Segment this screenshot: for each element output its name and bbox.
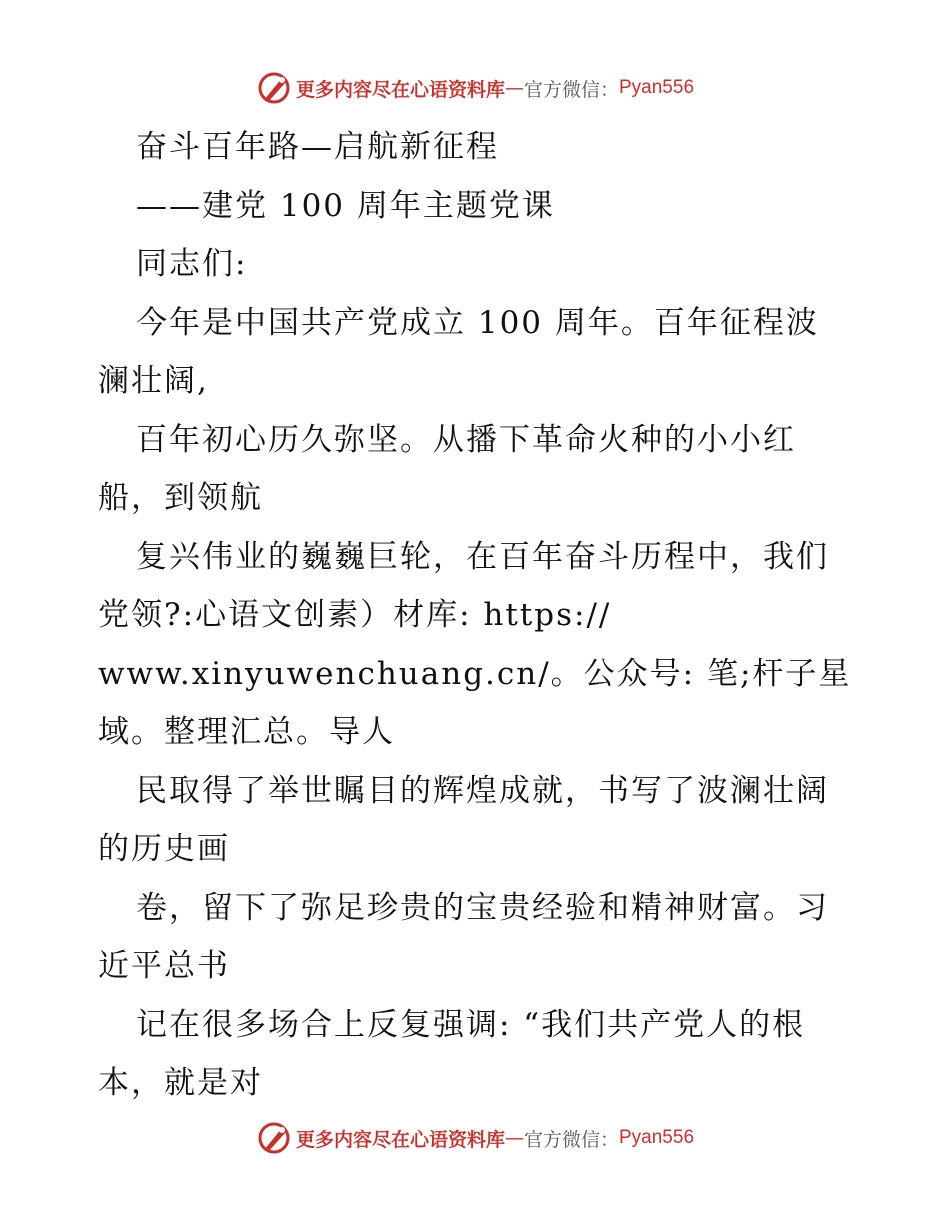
text-line: 的历史画 bbox=[98, 831, 230, 867]
pen-logo-icon bbox=[256, 1120, 292, 1156]
banner-dash: — bbox=[504, 77, 524, 99]
banner-wechat-label: 官方微信： bbox=[523, 78, 619, 101]
document-body bbox=[98, 118, 858, 1113]
text-line: 记在很多场合上反复强调: “我们共产党人的根 bbox=[136, 1006, 806, 1043]
text-line: 船，到领航 bbox=[98, 480, 263, 516]
header-banner bbox=[0, 70, 950, 106]
text-line: 域。整理汇总。导人 bbox=[98, 714, 395, 750]
banner-wechat-id: Pyan556 bbox=[619, 1127, 695, 1148]
text-line: 民取得了举世瞩目的辉煌成就，书写了波澜壮阔 bbox=[136, 772, 829, 809]
banner-wechat-id: Pyan556 bbox=[619, 77, 695, 98]
text-line: 今年是中国共产党成立 100 周年。百年征程波 bbox=[136, 304, 819, 341]
banner-dash: — bbox=[504, 1127, 524, 1149]
text-line: 党领?:心语文创素）材库: https:// bbox=[98, 597, 612, 633]
text-line: ——建党 100 周年主题党课 bbox=[136, 187, 555, 224]
text-line: www.xinyuwenchuang.cn/。公众号: 笔;杆子星 bbox=[98, 655, 852, 692]
banner-title: 更多内容尽在心语资料库 bbox=[295, 78, 505, 101]
text-line: 近平总书 bbox=[98, 948, 230, 984]
text-line: 百年初心历久弥坚。从播下革命火种的小小红 bbox=[136, 421, 796, 458]
text-line: 本，就是对 bbox=[98, 1065, 263, 1101]
pen-logo-icon bbox=[256, 70, 292, 106]
banner-title: 更多内容尽在心语资料库 bbox=[295, 1128, 505, 1151]
text-line: 澜壮阔, bbox=[98, 363, 209, 399]
text-line: 复兴伟业的巍巍巨轮，在百年奋斗历程中，我们 bbox=[136, 538, 829, 575]
text-line: 卷，留下了弥足珍贵的宝贵经验和精神财富。习 bbox=[136, 889, 829, 926]
text-line: 同志们: bbox=[136, 246, 248, 282]
banner-wechat-label: 官方微信： bbox=[523, 1128, 619, 1151]
footer-banner bbox=[0, 1120, 950, 1156]
text-line: 奋斗百年路—启航新征程 bbox=[136, 129, 499, 165]
